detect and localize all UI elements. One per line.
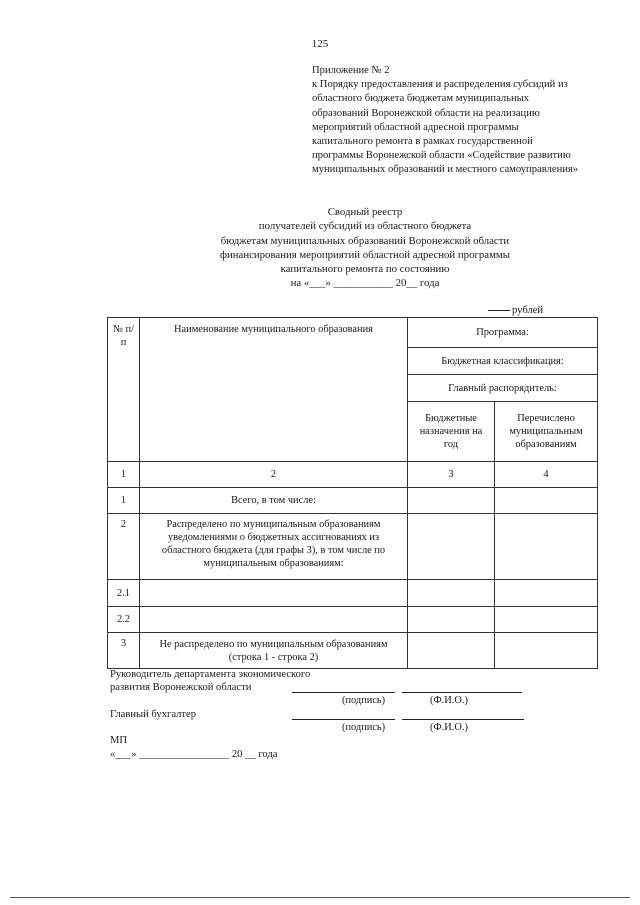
accountant-title: Главный бухгалтер (110, 709, 197, 720)
row-num: 2 (108, 514, 140, 580)
registry-title-line: получателей субсидий из областного бюджета (258, 220, 472, 233)
table-row (108, 607, 598, 633)
row-name: Распределено по муниципальным образованиям уведомлениями о бюджетных ассигнованиях из областного бюджета (для графы 3), в том числе по муниципальным образованиям: (140, 514, 408, 580)
registry-title-line: Сводный реестр (327, 206, 403, 218)
header-manager: Главный распорядитель: (408, 375, 598, 402)
currency-label: рублей (512, 305, 544, 316)
appendix-line: капитального ремонта в рамках государственной (312, 136, 533, 148)
row-cell (495, 580, 598, 607)
row-num: 2.1 (108, 580, 140, 607)
header-num: № п/п (108, 318, 140, 462)
col-number: 2 (140, 462, 408, 488)
row-cell (495, 488, 598, 514)
head-title-line2: развития Воронежской области (110, 682, 252, 693)
accountant-signature-caption: (подпись) (342, 722, 386, 733)
row-name: Не распределено по муниципальным образованиям (строка 1 - строка 2) (140, 633, 408, 669)
row-cell (408, 488, 495, 514)
head-signature-line (292, 692, 395, 693)
row-cell (495, 514, 598, 580)
row-cell (408, 514, 495, 580)
head-title-line1: Руководитель департамента экономического (110, 669, 311, 680)
col-number: 3 (408, 462, 495, 488)
signature-date: «___» _________________ 20 __ года (110, 749, 278, 760)
registry-title-line: капитального ремонта по состоянию (280, 263, 450, 276)
row-cell (495, 633, 598, 669)
table-row (108, 488, 598, 514)
signature-block (110, 668, 610, 768)
table-row (108, 580, 598, 607)
currency-unit (488, 305, 543, 316)
appendix-line: образований Воронежской области на реализацию (312, 107, 540, 119)
row-name (140, 607, 408, 633)
row-cell (408, 607, 495, 633)
page-bottom-rule (10, 897, 630, 898)
appendix-line: муниципальных образований и местного самоуправления» (312, 164, 579, 176)
stamp-label: МП (110, 735, 128, 746)
row-num: 2.2 (108, 607, 140, 633)
appendix-header (312, 64, 612, 178)
table-row (108, 514, 598, 580)
head-signature-caption: (подпись) (342, 695, 386, 706)
col-number: 4 (495, 462, 598, 488)
appendix-line: программы Воронежской области «Содействие развитию (312, 150, 571, 162)
accountant-name-line (402, 719, 524, 720)
header-name: Наименование муниципального образования (140, 318, 408, 462)
row-name: Всего, в том числе: (140, 488, 408, 514)
row-num: 1 (108, 488, 140, 514)
head-name-caption: (Ф.И.О.) (430, 695, 468, 706)
appendix-line: Приложение № 2 (312, 65, 390, 76)
accountant-name-caption: (Ф.И.О.) (430, 722, 468, 733)
registry-title-line: финансирования мероприятий областной адресной программы (219, 248, 511, 261)
registry-title-line: бюджетам муниципальных образований Воронежской области (220, 234, 510, 247)
currency-underline (488, 310, 510, 311)
page-number: 125 (311, 38, 329, 50)
row-cell (408, 633, 495, 669)
table-header-row (108, 318, 598, 348)
header-classification: Бюджетная классификация: (408, 348, 598, 375)
header-program: Программа: (408, 318, 598, 348)
header-col4: Перечислено муниципальным образованиям (495, 402, 598, 462)
registry-title (150, 205, 580, 291)
row-cell (408, 580, 495, 607)
head-name-line (402, 692, 522, 693)
table-row (108, 633, 598, 669)
appendix-line: мероприятий областной адресной программы (312, 121, 519, 133)
registry-table (107, 317, 598, 669)
header-col3: Бюджетные назначения на год (408, 402, 495, 462)
row-num: 3 (108, 633, 140, 669)
col-number: 1 (108, 462, 140, 488)
registry-date-line: на «___» ___________ 20__ года (290, 277, 440, 290)
row-name (140, 580, 408, 607)
row-cell (495, 607, 598, 633)
appendix-line: областного бюджета бюджетам муниципальных (312, 93, 530, 105)
appendix-line: к Порядку предоставления и распределения субсидий из (312, 79, 568, 91)
accountant-signature-line (292, 719, 395, 720)
column-number-row (108, 462, 598, 488)
